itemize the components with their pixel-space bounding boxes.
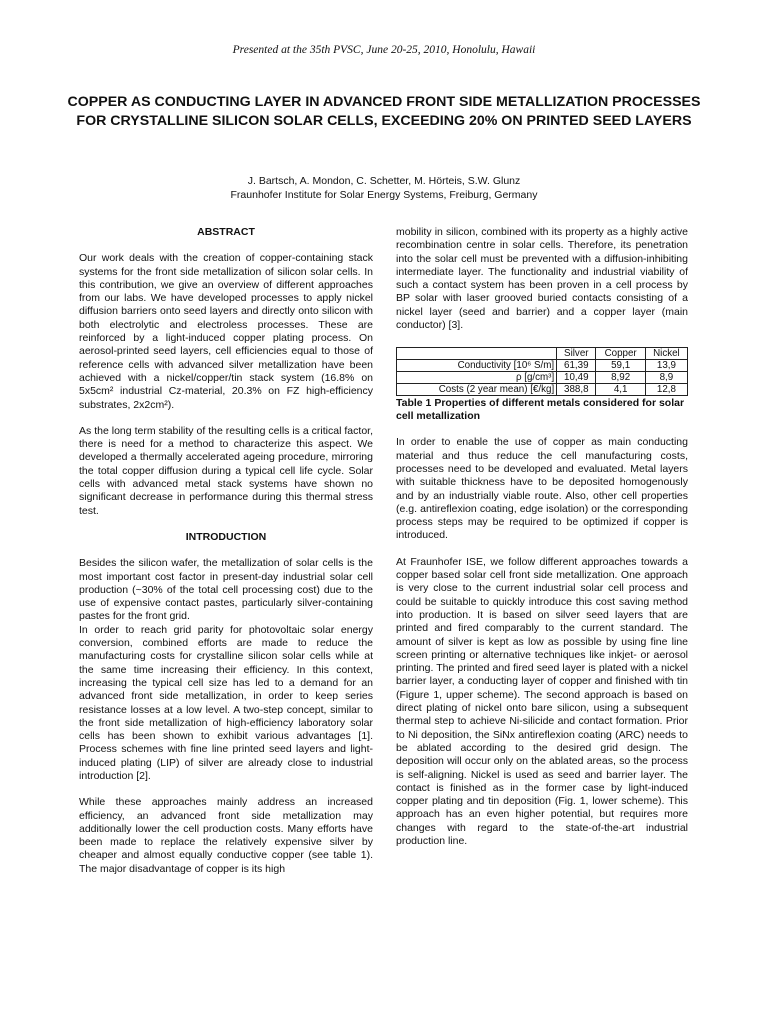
body-paragraph: At Fraunhofer ISE, we follow different approaches towards a copper based solar cell front side metallization. One approach is very close to the current industrial solar cell process and could be suitable to quickly introduce this cost saving method into production. It is based on silver seed layers that are printed and fired comparably to the current standard. The amount of silver is kept as low as possible by using fine line screen printing or alternative techniques like inkjet- or aerosol printing. The printed and fired seed layer is plated with a nickel barrier layer, a conducting layer of copper and finished with tin (Figure 1, upper scheme). The second approach is based on direct plating of nickel onto bare silicon, using a subsequent thermal step to achieve Ni-silicide and contact formation. Prior to Ni deposition, the SiNx antireflexion coating (ARC) needs to be ablated according to the desired grid design. The deposition will occur only on the ablated areas, so the process is self-aligning. Nickel is used as seed and barrier layer. The contact is finished as in the former case by light-induced copper plating and tin deposition (Fig. 1, lower scheme). This approach has an even higher potential, but requires more changes with regard to the state-of-the-art industrial production line. (396, 555, 688, 847)
table-cell: 59,1 (596, 360, 645, 372)
right-column (396, 226, 688, 848)
table-row-label: ρ [g/cm³] (397, 372, 557, 384)
conference-header: Presented at the 35th PVSC, June 20-25, 2010, Honolulu, Hawaii (232, 44, 536, 56)
body-paragraph: mobility in silicon, combined with its property as a highly active recombination centre in solar cells. Therefore, its penetration into the solar cell must be prevented with a diffusion-inhibiting intermediate layer. The functionality and industrial viability of such a contact system has been proven in a cell process by BP solar with laser grooved buried contacts consisting of a nickel layer (seed and barrier) and a copper layer (main conductor) [3]. (396, 226, 688, 332)
table-row-label: Costs (2 year mean) [€/kg] (397, 384, 557, 396)
table-cell: 13,9 (645, 360, 687, 372)
table-row (397, 360, 688, 372)
paper-title: COPPER AS CONDUCTING LAYER IN ADVANCED FRONT SIDE METALLIZATION PROCESSES FOR CRYSTALLINE SILICON SOLAR CELLS, EXCEEDING 20% ON PRINTED SEED LAYERS (67, 94, 701, 129)
table-cell: 8,9 (645, 372, 687, 384)
table-header-cell: Silver (557, 348, 596, 360)
abstract-heading: ABSTRACT (197, 226, 255, 238)
table-header-cell: Nickel (645, 348, 687, 360)
table-header-row (397, 348, 688, 360)
abstract-paragraph: Our work deals with the creation of copper-containing stack systems for the front side metallization of silicon solar cells. In this contribution, we give an overview of different approaches from our labs. We have developed processes to apply nickel diffusion barriers onto seed layers and directly onto silicon with both electrolytic and electroless processes. These are reinforced by a light-induced copper plating process. On aerosol-printed seed layers, cell efficiencies equal to those of reference cells with advanced silver metallization have been achieved with a nickel/copper/tin stack system (16.8% on 5x5cm² industrial Cz-material, 20.3% on FZ high-efficiency substrates, 2x2cm²). (79, 252, 373, 411)
table-cell: 8,92 (596, 372, 645, 384)
intro-paragraph: Besides the silicon wafer, the metallization of solar cells is the most important cost factor in present-day industrial solar cell production (~30% of the total cell processing cost) due to the use of expensive contact pastes, particularly silver-containing pastes for the front grid. (79, 557, 373, 623)
table-row (397, 384, 688, 396)
table-cell: 61,39 (557, 360, 596, 372)
author-block (0, 175, 768, 202)
affiliation: Fraunhofer Institute for Solar Energy Systems, Freiburg, Germany (230, 188, 538, 201)
metal-properties-table (396, 347, 688, 396)
intro-paragraph: While these approaches mainly address an increased efficiency, an advanced front side metallization may additionally lower the cell production costs. Many efforts have been made to replace the relatively expensive silver by cheaper and almost equally conductive copper (see table 1). The major disadvantage of copper is its high (79, 796, 373, 875)
table-cell: 388,8 (557, 384, 596, 396)
table-row (397, 372, 688, 384)
body-paragraph: In order to enable the use of copper as main conducting material and thus reduce the cell manufacturing costs, processes need to be developed and evaluated. Metal layers with suitable thickness have to be deposited homogenously and by an industrially viable route. Also, other cell properties (e.g. antireflexion coating, edge isolation) or the corresponding process steps may be required to be optimized if copper is introduced. (396, 436, 688, 542)
table-header-cell: Copper (596, 348, 645, 360)
table-cell: 4,1 (596, 384, 645, 396)
abstract-paragraph: As the long term stability of the resulting cells is a critical factor, there is need for a method to characterize this aspect. We developed a thermally accelerated ageing procedure, mirroring the total copper diffusion during a typical cell life cycle. Solar cells with advanced metal stack systems have shown no significant decrease in performance during this thermal stress test. (79, 424, 373, 517)
table-cell: 12,8 (645, 384, 687, 396)
introduction-heading: INTRODUCTION (185, 530, 267, 543)
table-header-cell (397, 348, 557, 360)
table-caption: Table 1 Properties of different metals considered for solar cell metallization (396, 397, 685, 423)
table-cell: 10,49 (557, 372, 596, 384)
table-row-label: Conductivity [10⁶ S/m] (397, 360, 557, 372)
intro-paragraph: In order to reach grid parity for photovoltaic solar energy conversion, combined efforts are made to reduce the manufacturing costs for crystalline silicon solar cells while at the same time increasing their efficiency. In this context, increasing the typical cell size has led to a demand for an advanced front side metallization, in order to keep series resistance losses at a low level. A two-step concept, similar to the front side metallization of high-efficiency laboratory solar cells has been shown to exhibit various advantages [1]. Process schemes with fine line printed seed layers and light-induced plating (LIP) of silver are already close to industrial introduction [2]. (79, 623, 373, 782)
left-column (79, 226, 373, 876)
authors: J. Bartsch, A. Mondon, C. Schetter, M. Hörteis, S.W. Glunz (247, 175, 521, 187)
